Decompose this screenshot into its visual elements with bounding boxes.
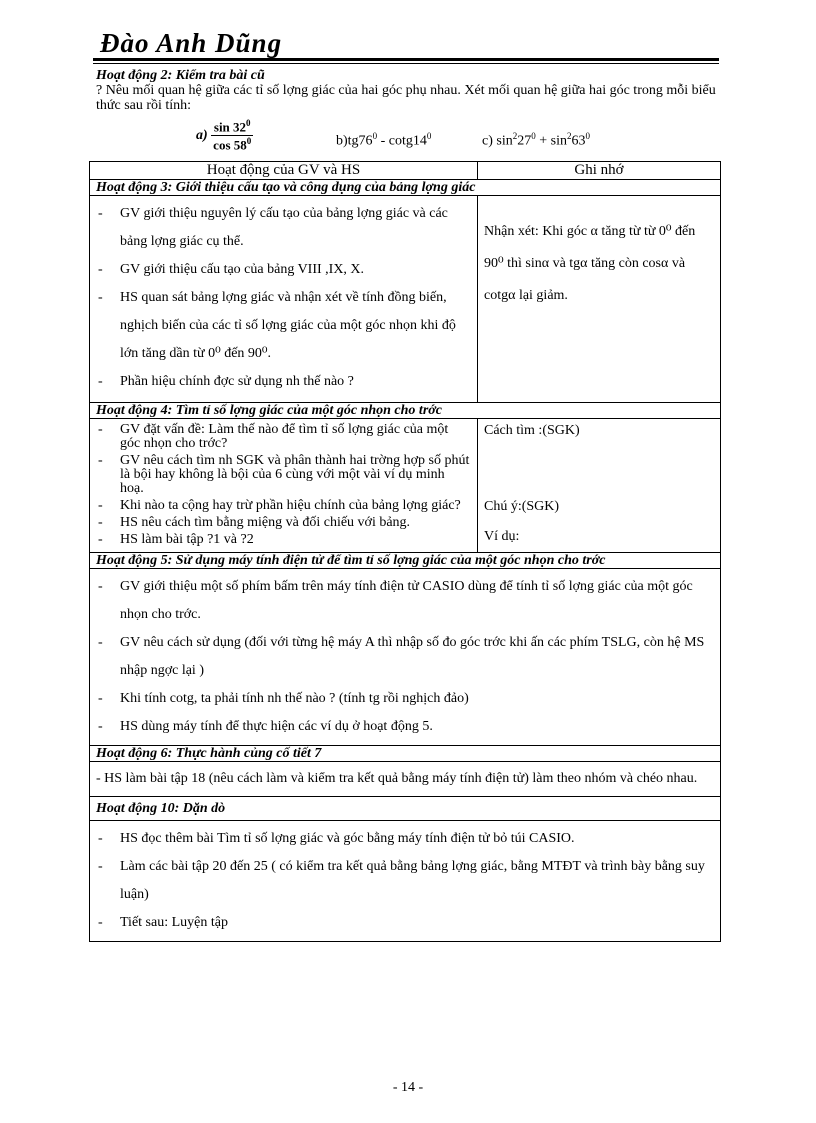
content-row-hd5 [90, 569, 721, 746]
author-name: Đào Anh Dũng [100, 28, 283, 58]
header-rule [93, 58, 719, 61]
section-title-hd6: Hoạt động 6: Thực hành củng cố tiết 7 [90, 746, 721, 762]
hd4-notes [478, 419, 721, 553]
hd3-note: Nhận xét: Khi góc α tăng từ từ 0⁰ đến 90⁰ thì sinα và tgα tăng còn cosα và cotgα lại giảm. [478, 196, 721, 403]
section-title-hd4: Hoạt động 4: Tìm tỉ số lợng giác của một góc nhọn cho trớc [90, 403, 721, 419]
list-item: - Khi tính cotg, ta phải tính nh thế nào ? (tính tg rồi nghịch đảo) [98, 685, 714, 713]
list-item: - HS dùng máy tính để thực hiện các ví dụ ở hoạt động 5. [98, 713, 714, 741]
section-row-hd10 [90, 797, 721, 821]
section-row-hd6 [90, 746, 721, 762]
hd4-note-method: Cách tìm :(SGK) [484, 423, 580, 438]
formula-a: a) $\frac{\sin 32^0}{\cos 58^0}$ [196, 118, 252, 153]
col-header-notes: Ghi nhớ [478, 162, 721, 180]
list-item: - GV nêu cách sử dụng (đối với từng hệ máy A thì nhập số đo góc trớc khi ấn các phím TSLG, còn hệ MS nhập ngợc lại ) [98, 629, 714, 685]
hd10-list [90, 825, 720, 937]
table-header-row [90, 162, 721, 180]
list-item: - GV nêu cách tìm nh SGK và phân thành hai trờng hợp số phút là bội hay không là bội của 6 cùng với một vài ví dụ minh hoạ. [98, 454, 471, 496]
content-row-hd3 [90, 196, 721, 403]
list-item: - Tiết sau: Luyện tập [98, 909, 714, 937]
formula-b: $b)tg76^0 - \cot g14^0$ [336, 131, 432, 149]
hd4-list [90, 423, 477, 547]
content-row-hd4 [90, 419, 721, 553]
page-number: - 14 - [392, 1080, 424, 1095]
list-item: - GV đặt vấn đề: Làm thế nào để tìm tỉ số lợng giác của một góc nhọn cho trớc? [98, 423, 471, 451]
list-item: - HS làm bài tập ?1 và ?2 [98, 533, 471, 547]
header-rule-thin [93, 63, 719, 64]
content-row-hd6 [90, 762, 721, 797]
list-item: - HS đọc thêm bài Tìm tỉ số lợng giác và góc bằng máy tính điện tử bỏ túi CASIO. [98, 825, 714, 853]
section-title-hd10: Hoạt động 10: Dặn dò [90, 797, 721, 821]
list-item: - GV giới thiệu cấu tạo của bảng VIII ,IX, X. [98, 256, 471, 284]
section-title-hd5: Hoạt động 5: Sử dụng máy tính điện tử để tìm tỉ số lợng giác của một góc nhọn cho trớc [90, 553, 721, 569]
list-item: - Khi nào ta cộng hay trừ phần hiệu chính của bảng lợng giác? [98, 499, 471, 513]
list-item: - GV giới thiệu một số phím bấm trên máy tính điện tử CASIO dùng để tính tỉ số lợng giác của một góc nhọn cho trớc. [98, 573, 714, 629]
section-row-hd4 [90, 403, 721, 419]
section-title-hd2: Hoạt động 2: Kiểm tra bài cũ [96, 68, 265, 83]
lesson-table [89, 161, 721, 942]
content-row-hd10 [90, 821, 721, 942]
list-item: - HS nêu cách tìm bằng miệng và đối chiếu với bảng. [98, 516, 471, 530]
list-item: - Làm các bài tập 20 đến 25 ( có kiểm tra kết quả bằng bảng lợng giác, bằng MTĐT và trình bày bằng suy luận) [98, 853, 714, 909]
hd6-text: - HS làm bài tập 18 (nêu cách làm và kiểm tra kết quả bằng máy tính điện tử) làm theo nhóm và chéo nhau. [90, 762, 721, 797]
col-header-activities: Hoạt động của GV và HS [90, 162, 478, 180]
list-item: - GV giới thiệu nguyên lý cấu tạo của bảng lợng giác và các bảng lợng giác cụ thể. [98, 200, 471, 256]
hd4-note-example: Ví dụ: [484, 529, 520, 544]
list-item: - Phần hiệu chính đợc sử dụng nh thế nào ? [98, 368, 471, 396]
section-title-hd3: Hoạt động 3: Giới thiệu cấu tạo và công dụng của bảng lợng giác [90, 180, 721, 196]
hd5-list [90, 573, 720, 741]
section-row-hd3 [90, 180, 721, 196]
hd4-note-remark: Chú ý:(SGK) [484, 499, 560, 514]
list-item: - HS quan sát bảng lợng giác và nhận xét về tính đồng biến, nghịch biến của các tỉ số lợng giác của một góc nhọn khi độ lớn tăng dần từ 0⁰ đến 90⁰. [98, 284, 471, 368]
intro-question: ? Nêu mối quan hệ giữa các tỉ số lợng giác của hai góc phụ nhau. Xét mối quan hệ giữa hai góc trong mỗi biểu thức sau rồi tính: [96, 83, 716, 113]
formula-c: c) $\sin^227^0 + \sin^263^0$ [482, 131, 590, 149]
hd3-list [90, 200, 477, 396]
section-row-hd5 [90, 553, 721, 569]
